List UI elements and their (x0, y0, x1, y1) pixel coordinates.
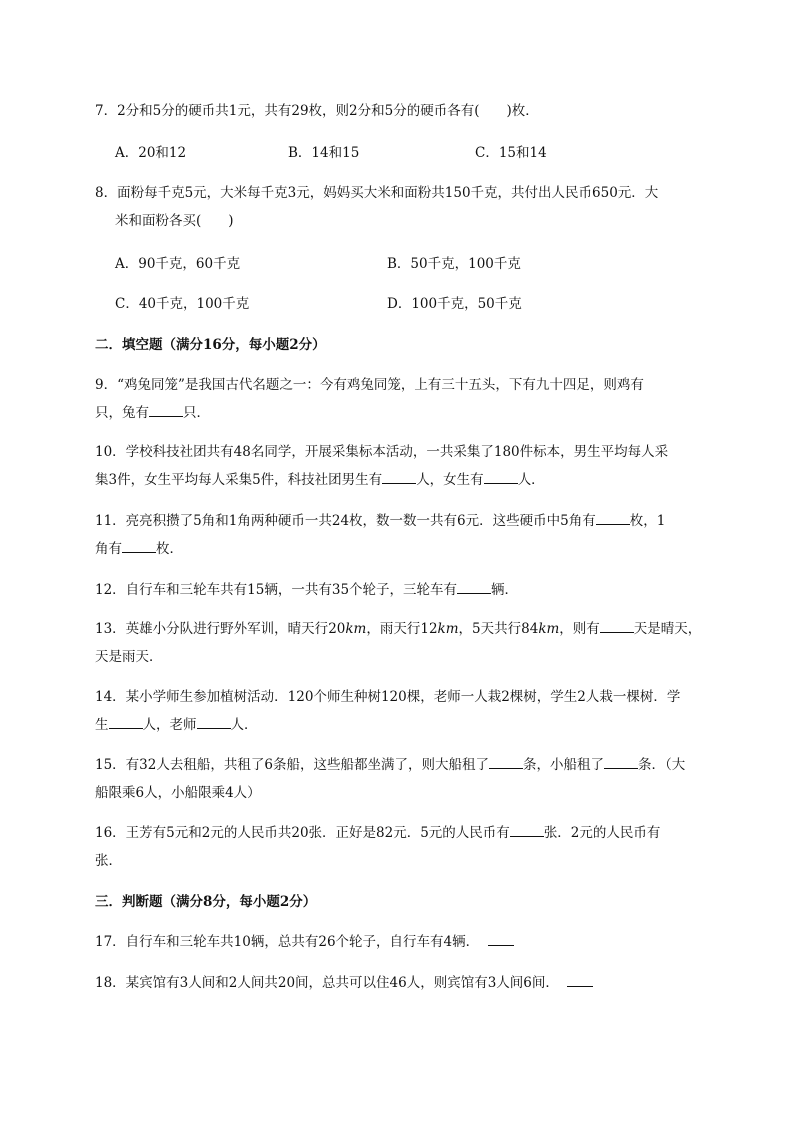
q13-text-3: ，5天共行 (458, 621, 522, 637)
q13-text-5: 天是晴天， (633, 621, 702, 637)
q17-blank-judgment[interactable] (488, 932, 514, 946)
q11-text-d: 枚． (156, 541, 183, 557)
q18-text: 18．某宾馆有3人间和2人间共20间，总共可以住46人，则宾馆有3人间6间． (95, 975, 559, 991)
q8-stem-line2: 米和面粉各买( ) (115, 213, 234, 229)
q16-blank-5yuan[interactable] (510, 823, 544, 837)
q7-option-b: B．14和15 (288, 145, 360, 161)
q16-text-b: 张．2元的人民币有 (543, 825, 661, 841)
q11-line1 (95, 509, 665, 529)
q13-rain-speed: 12 (420, 621, 438, 637)
q12-blank-tricycles[interactable] (457, 580, 491, 594)
q11-blank-5jiao[interactable] (596, 511, 630, 525)
q14-line1: 14．某小学师生参加植树活动．120个师生种树120棵，老师一人栽2棵树，学生2人栽一棵树．学 (95, 689, 681, 705)
q14-blank-students[interactable] (109, 715, 143, 729)
q15-blank-small-boats[interactable] (604, 755, 638, 769)
q13-line2: 天是雨天． (95, 649, 163, 665)
q10-blank-boys[interactable] (382, 470, 416, 484)
q18-line (95, 971, 593, 991)
q13-text-2: ，雨天行 (366, 621, 421, 637)
section-3-title: 三．判断题（满分8分，每小题2分） (95, 894, 317, 910)
q11-line2 (95, 537, 183, 557)
q16-line1 (95, 821, 660, 841)
q8-option-b: B．50千克，100千克 (387, 256, 521, 272)
q13-line1 (95, 617, 701, 637)
q14-line2 (95, 713, 258, 733)
q8-option-c: C．40千克，100千克 (115, 296, 250, 312)
q11-blank-1jiao[interactable] (122, 539, 156, 553)
q17-text: 17．自行车和三轮车共10辆，总共有26个轮子，自行车有4辆． (95, 934, 480, 950)
q14-blank-teachers[interactable] (197, 715, 231, 729)
q16-line2: 张． (95, 853, 122, 869)
q13-unit-2: km (437, 621, 459, 637)
q14-text-b: 人，老师 (142, 717, 197, 733)
q10-blank-girls[interactable] (484, 470, 518, 484)
q7-option-a: A．20和12 (115, 145, 187, 161)
q12-line (95, 578, 518, 598)
q13-text-1: 13．英雄小分队进行野外军训，晴天行 (95, 621, 329, 637)
q7-option-c: C．15和14 (475, 145, 547, 161)
q8-option-a: A．90千克，60千克 (115, 256, 241, 272)
q12-text-a: 12．自行车和三轮车共有15辆，一共有35个轮子，三轮车有 (95, 582, 458, 598)
q9-blank-rabbit[interactable] (149, 403, 183, 417)
q15-text-c: 条．（大 (637, 757, 686, 773)
q15-line1 (95, 753, 685, 773)
q13-total-distance: 84 (521, 621, 539, 637)
q15-text-b: 条，小船租了 (522, 757, 604, 773)
q10-line2 (95, 468, 545, 488)
q13-unit-1: km (345, 621, 367, 637)
q14-text-a: 生 (95, 717, 109, 733)
q14-text-c: 人． (230, 717, 258, 733)
q7-stem: 7．2分和5分的硬币共1元，共有29枚，则2分和5分的硬币各有( )枚． (95, 103, 539, 119)
q9-text-a: 只，兔有 (95, 405, 149, 421)
q17-line (95, 930, 514, 950)
q8-option-d: D．100千克，50千克 (387, 296, 522, 312)
q11-text-c: 角有 (95, 541, 122, 557)
q15-line2: 船限乘6人，小船限乘4人） (95, 785, 261, 801)
q11-text-b: 枚，1 (629, 513, 666, 529)
q18-blank-judgment[interactable] (567, 973, 593, 987)
q12-text-b: 辆． (491, 582, 519, 598)
q15-text-a: 15．有32人去租船，共租了6条船，这些船都坐满了，则大船租了 (95, 757, 489, 773)
q13-sunny-speed: 20 (328, 621, 346, 637)
q10-text-b: 人，女生有 (416, 472, 484, 488)
q8-stem-line1: 8．面粉每千克5元，大米每千克3元，妈妈买大米和面粉共150千克，共付出人民币650元．大 (95, 185, 659, 201)
section-2-title: 二．填空题（满分16分，每小题2分） (95, 337, 326, 353)
q13-text-4: ，则有 (559, 621, 600, 637)
q13-unit-3: km (538, 621, 560, 637)
q9-text-b: 只． (183, 405, 210, 421)
q11-text-a: 11．亮亮积攒了5角和1角两种硬币一共24枚，数一数一共有6元．这些硬币中5角有 (95, 513, 596, 529)
q10-line1: 10．学校科技社团共有48名同学，开展采集标本活动，一共采集了180件标本，男生平均每人采 (95, 444, 669, 460)
q10-text-c: 人． (517, 472, 545, 488)
q10-text-a: 集3件，女生平均每人采集5件，科技社团男生有 (95, 472, 383, 488)
q9-line1: 9．“鸡兔同笼”是我国古代名题之一：今有鸡兔同笼，上有三十五头，下有九十四足，则鸡有 (95, 377, 644, 393)
q13-blank-sunny-days[interactable] (600, 619, 634, 633)
q9-line2 (95, 401, 210, 421)
q15-blank-big-boats[interactable] (489, 755, 523, 769)
q16-text-a: 16．王芳有5元和2元的人民币共20张．正好是82元．5元的人民币有 (95, 825, 510, 841)
